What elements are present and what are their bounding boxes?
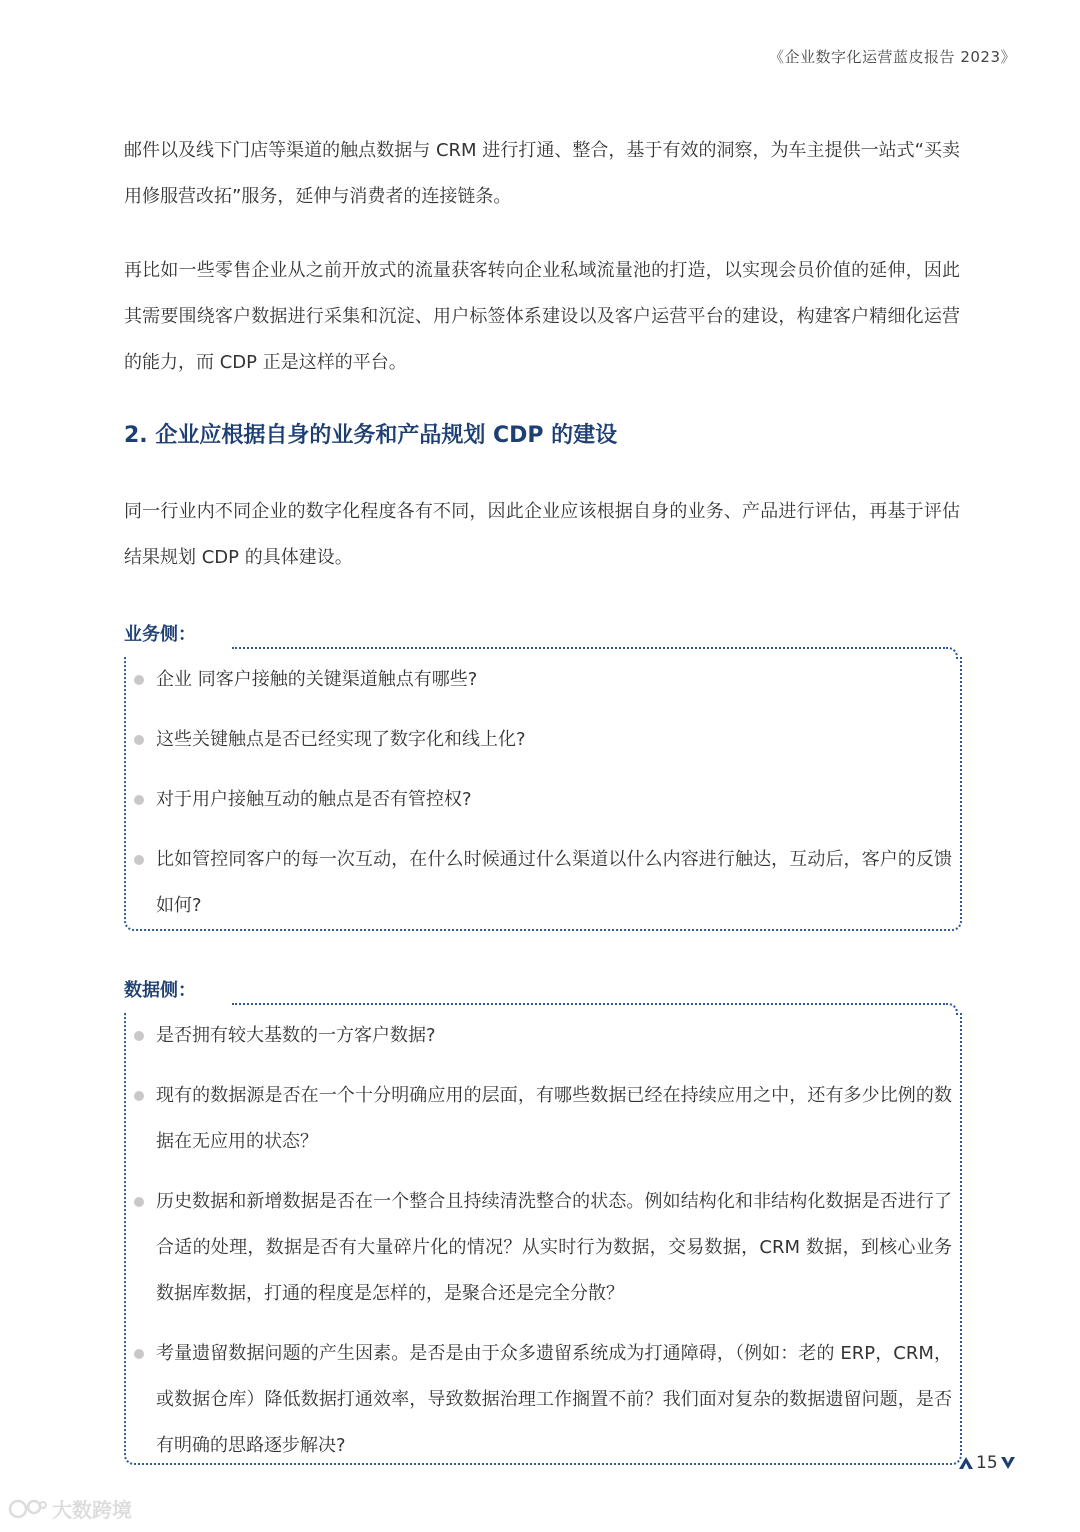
business-box (124, 657, 962, 931)
business-box-top-border (232, 647, 948, 649)
list-item-text: 现有的数据源是否在一个十分明确应用的层面，有哪些数据已经在持续应用之中，还有多少比例的数据在无应用的状态？ (156, 1085, 952, 1152)
list-item-text: 这些关键触点是否已经实现了数字化和线上化? (156, 729, 526, 750)
data-box (124, 1013, 962, 1465)
bullet-dot-icon (134, 1349, 144, 1359)
business-side-label: 业务侧： (124, 624, 196, 645)
triangle-up-icon[interactable] (958, 1456, 974, 1470)
bullet-dot-icon (134, 1031, 144, 1041)
section-heading: 2. 企业应根据自身的业务和产品规划 CDP 的建设 (124, 423, 618, 448)
data-side-label: 数据侧： (124, 980, 196, 1001)
list-item-text: 考量遗留数据问题的产生因素。是否是由于众多遗留系统成为打通障碍，（例如：老的 ERP，CRM，或数据仓库）降低数据打通效率，导致数据治理工作搁置不前？我们面对复杂的数据遗留问题，是否有明确的思路逐步解决? (156, 1343, 952, 1456)
data-box-top-border (232, 1003, 948, 1005)
list-item-text: 对于用户接触互动的触点是否有管控权? (156, 789, 472, 810)
list-item-text: 企业 同客户接触的关键渠道触点有哪些? (156, 669, 478, 690)
report-title: 《企业数字化运营蓝皮报告 2023》 (769, 48, 1016, 66)
bullet-dot-icon (134, 1197, 144, 1207)
page-number: 15 (976, 1453, 998, 1473)
bullet-dot-icon (134, 735, 144, 745)
list-item-text: 是否拥有较大基数的一方客户数据? (156, 1025, 436, 1046)
paragraph-1: 邮件以及线下门店等渠道的触点数据与 CRM 进行打通、整合，基于有效的洞察，为车主提供一站式“买卖用修服营改拓”服务，延伸与消费者的连接链条。 (124, 140, 960, 207)
bullet-dot-icon (134, 675, 144, 685)
watermark-text: 大数跨境 (52, 1498, 132, 1522)
paragraph-3: 同一行业内不同企业的数字化程度各有不同，因此企业应该根据自身的业务、产品进行评估，再基于评估结果规划 CDP 的具体建设。 (124, 501, 960, 568)
bullet-dot-icon (134, 1091, 144, 1101)
watermark (8, 1494, 132, 1523)
list-item-text: 历史数据和新增数据是否在一个整合且持续清洗整合的状态。例如结构化和非结构化数据是否进行了合适的处理，数据是否有大量碎片化的情况？从实时行为数据，交易数据，CRM 数据，到核心业务数据库数据，打通的程度是怎样的，是聚合还是完全分散？ (156, 1191, 952, 1304)
watermark-logo-icon (8, 1496, 48, 1522)
bullet-dot-icon (134, 855, 144, 865)
paragraph-2: 再比如一些零售企业从之前开放式的流量获客转向企业私域流量池的打造，以实现会员价值的延伸，因此其需要围绕客户数据进行采集和沉淀、用户标签体系建设以及客户运营平台的建设，构建客户精细化运营的能力，而 CDP 正是这样的平台。 (124, 260, 960, 373)
list-item-text: 比如管控同客户的每一次互动，在什么时候通过什么渠道以什么内容进行触达，互动后，客户的反馈如何? (156, 849, 952, 916)
page-navigation (958, 1452, 1016, 1474)
chevron-down-icon[interactable] (1000, 1456, 1016, 1470)
bullet-dot-icon (134, 795, 144, 805)
